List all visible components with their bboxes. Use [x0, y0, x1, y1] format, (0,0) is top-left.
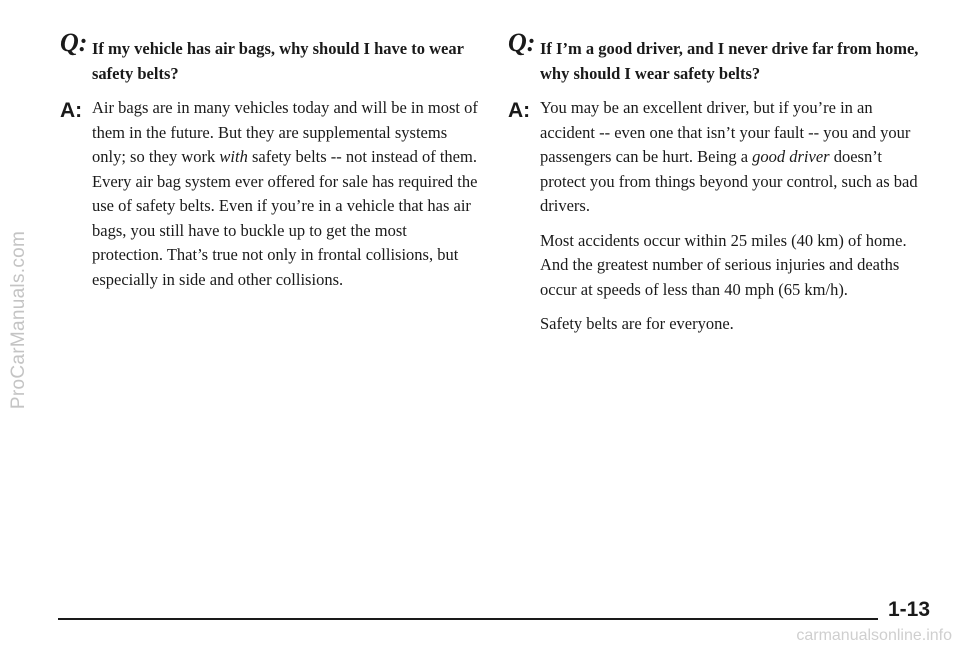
right-question-row	[508, 30, 928, 86]
footer-rule	[58, 618, 878, 620]
right-answer-text-1: You may be an excellent driver, but if you’re in an accident -- even one that isn’t your fault -- you and your passengers can be hurt. Being a	[540, 98, 911, 166]
left-answer-emphasis: with	[219, 147, 248, 166]
left-question-row	[60, 30, 480, 86]
right-answer-emphasis: good driver	[752, 147, 830, 166]
left-answer-row	[60, 96, 480, 302]
side-watermark-text: ProCarManuals.com	[8, 230, 29, 410]
side-watermark	[4, 40, 34, 600]
right-column	[508, 30, 928, 347]
left-answer	[92, 96, 480, 302]
answer-marker: A:	[508, 99, 531, 122]
answer-marker: A:	[60, 99, 83, 122]
question-marker: Q:	[60, 28, 88, 57]
left-column	[60, 30, 480, 302]
question-marker: Q:	[508, 28, 536, 57]
left-answer-paragraph	[92, 96, 480, 292]
right-answer-row	[508, 96, 928, 347]
footer-watermark: carmanualsonline.info	[796, 627, 952, 644]
left-answer-text-1: Air bags are in many vehicles today and will be in most of them in the future. But they are supplemental systems only; so they work	[92, 98, 478, 166]
page-number: 1-13	[887, 598, 930, 621]
right-question: If I’m a good driver, and I never drive far from home, why should I wear safety belts?	[540, 39, 919, 83]
left-question: If my vehicle has air bags, why should I have to wear safety belts?	[92, 39, 464, 83]
left-answer-text-2: safety belts -- not instead of them. Every air bag system ever offered for sale has required the use of safety belts. Even if you’re in a vehicle that has air bags, you still have to buckle up to get the most protection. That’s true not only in frontal collisions, but especially in side and other collisions.	[92, 147, 478, 289]
right-answer-text-2: doesn’t protect you from things beyond your control, such as bad drivers.	[540, 147, 918, 215]
right-answer-paragraph-3: Safety belts are for everyone.	[540, 314, 734, 333]
right-answer-paragraph-2: Most accidents occur within 25 miles (40 km) of home. And the greatest number of serious injuries and deaths occur at speeds of less than 40 mph (65 km/h).	[540, 230, 907, 299]
right-answer	[540, 96, 928, 347]
right-answer-paragraph-1	[540, 96, 928, 219]
